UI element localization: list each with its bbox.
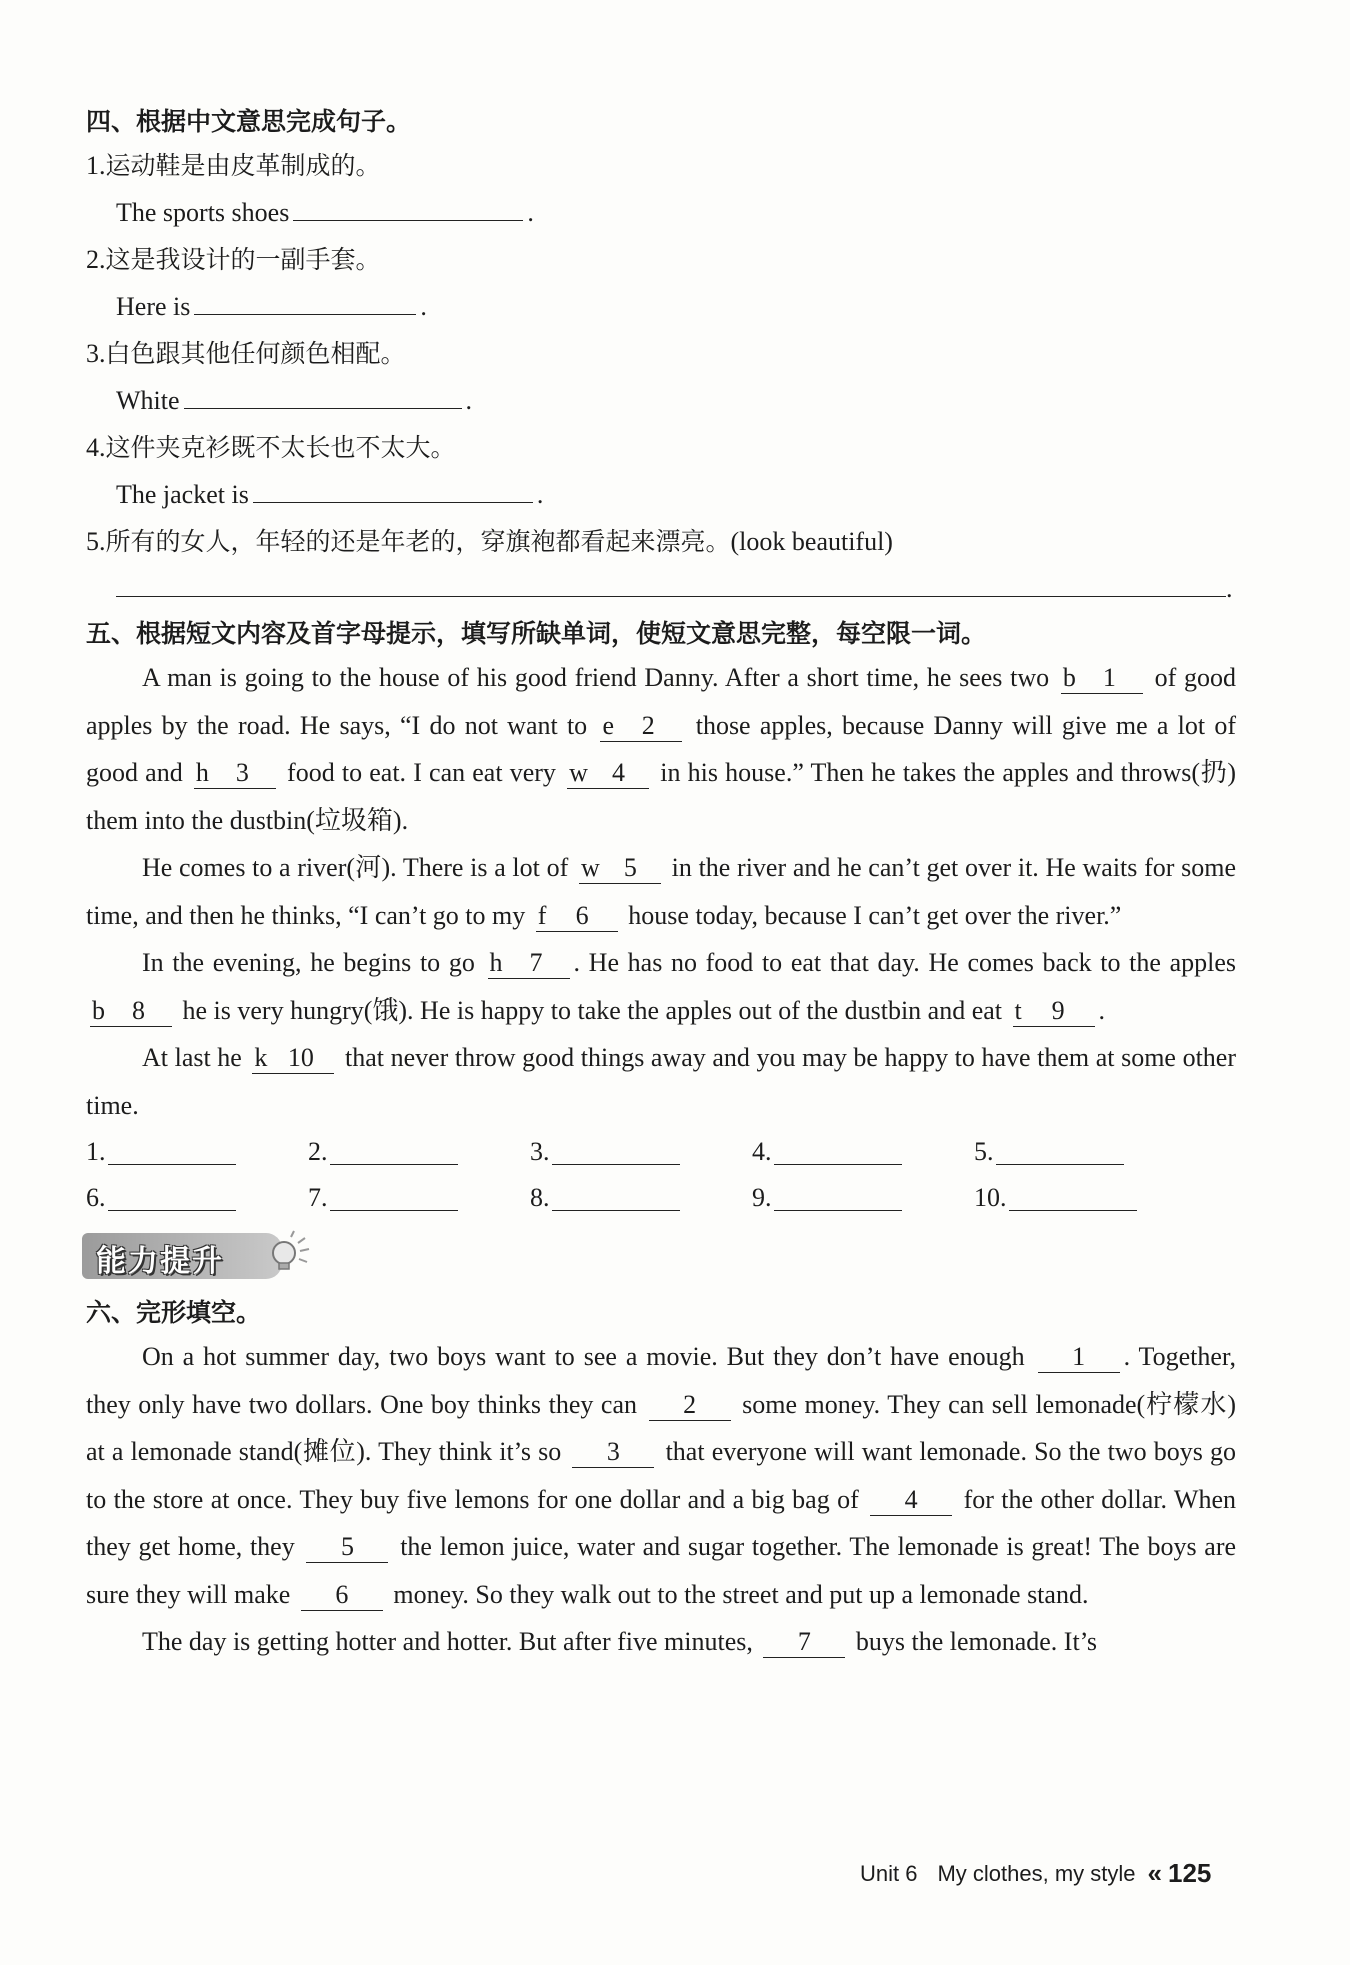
answer-blank[interactable] — [774, 1136, 902, 1165]
gap-7[interactable]: h 7 — [488, 948, 570, 979]
s4-item-1-cn: 1.运动鞋是由皮革制成的。 — [86, 151, 381, 180]
footer-title: My clothes, my style — [937, 1860, 1136, 1886]
cloze-gap-2[interactable]: 2 — [649, 1390, 731, 1421]
cloze-gap-3[interactable]: 3 — [572, 1437, 654, 1468]
s4-item-1-en: The sports shoes . — [86, 189, 1236, 236]
s5-paragraph-4: At last he k 10 that never throw good things away and you may be happy to have them at some other time. — [86, 1043, 1236, 1120]
page-footer — [860, 1858, 1211, 1889]
gap-6[interactable]: f 6 — [536, 901, 618, 932]
gap-1[interactable]: b 1 — [1061, 663, 1143, 694]
cloze-gap-1[interactable]: 1 — [1038, 1342, 1120, 1373]
s5-paragraph-2: He comes to a river(河). There is a lot of w 5 in the river and he can’t get over it. He waits for some time, and then he thinks, “I can’t go to my f 6 house today, because I can’t get over the river.” — [86, 853, 1237, 930]
answer-cell: 10. — [974, 1175, 1196, 1221]
answer-blank[interactable] — [996, 1136, 1124, 1165]
answer-cell: 3. — [530, 1129, 752, 1175]
s6-paragraph-1: On a hot summer day, two boys want to see a movie. But they don’t have enough 1 . Together, they only have two dollars. One boy thinks they can 2 some money. They can sell lemonade(柠檬水) at a lemonade stand(摊位). They think it’s so 3 that everyone will want lemonade. So the two boys go to the store at once. They buy five lemons for one dollar and a big bag of 4 for the other dollar. When they get home, they 5 the lemon juice, water and sugar together. The lemonade is great! The boys are sure they will make 6 money. So they walk out to the street and put up a lemonade stand. — [86, 1342, 1237, 1609]
cloze-gap-4[interactable]: 4 — [870, 1485, 952, 1516]
answer-blank[interactable] — [116, 572, 1226, 597]
s4-item-5-line: . — [86, 565, 1236, 612]
cloze-gap-6[interactable]: 6 — [301, 1580, 383, 1611]
banner-label: 能力提升 — [96, 1244, 224, 1279]
answer-blank[interactable] — [330, 1182, 458, 1211]
answer-cell: 4. — [752, 1129, 974, 1175]
cloze-gap-5[interactable]: 5 — [306, 1532, 388, 1563]
answer-cell: 2. — [308, 1129, 530, 1175]
section-6 — [86, 1293, 1236, 1666]
gap-5[interactable]: w 5 — [579, 853, 661, 884]
answer-blank[interactable] — [108, 1136, 236, 1165]
answer-blank[interactable] — [253, 476, 533, 503]
answer-blank[interactable] — [194, 288, 416, 315]
section-6-title: 六、完形填空。 — [86, 1298, 262, 1327]
answer-cell: 5. — [974, 1129, 1196, 1175]
gap-9[interactable]: t 9 — [1013, 996, 1095, 1027]
gap-2[interactable]: e 2 — [600, 711, 682, 742]
page-content — [86, 102, 1236, 1666]
answer-cell: 9. — [752, 1175, 974, 1221]
s4-item-2-cn: 2.这是我设计的一副手套。 — [86, 245, 381, 274]
s4-item-4-cn: 4.这件夹克衫既不太长也不太大。 — [86, 433, 456, 462]
answer-cell: 7. — [308, 1175, 530, 1221]
answer-blank[interactable] — [330, 1136, 458, 1165]
s5-paragraph-1: A man is going to the house of his good friend Danny. After a short time, he sees two b 1 of good apples by the road. He says, “I do not want to e 2 those apples, because Danny will give me a lot of good and h 3 food to eat. I can eat very w 4 in his house.” Then he takes the apples and throws(扔) them into the dustbin(垃圾箱). — [86, 663, 1237, 835]
footer-unit: Unit 6 — [860, 1860, 918, 1886]
double-chevron-icon: « — [1147, 1858, 1162, 1888]
section-5 — [86, 614, 1236, 1221]
s4-item-2-en: Here is . — [86, 283, 1236, 330]
answer-cell: 8. — [530, 1175, 752, 1221]
answer-blank[interactable] — [1009, 1182, 1137, 1211]
s4-item-3-cn: 3.白色跟其他任何颜色相配。 — [86, 339, 406, 368]
s4-item-5-cn: 5.所有的女人，年轻的还是年老的，穿旗袍都看起来漂亮。(look beautiful) — [86, 527, 893, 556]
s5-paragraph-3: In the evening, he begins to go h 7 . He has no food to eat that day. He comes back to the apples b 8 he is very hungry(饿). He is happy to take the apples out of the dustbin and eat t 9 . — [92, 948, 1237, 1025]
answer-cell: 1. — [86, 1129, 308, 1175]
answer-cell: 6. — [86, 1175, 308, 1221]
answer-blank[interactable] — [552, 1182, 680, 1211]
section-5-title: 五、根据短文内容及首字母提示，填写所缺单词，使短文意思完整，每空限一词。 — [86, 619, 987, 648]
gap-10[interactable]: k 10 — [252, 1043, 334, 1074]
s4-item-3-en: White . — [86, 377, 1236, 424]
answer-row-1 — [86, 1129, 1236, 1175]
gap-4[interactable]: w 4 — [567, 758, 649, 789]
answer-blank[interactable] — [552, 1136, 680, 1165]
cloze-gap-7[interactable]: 7 — [763, 1627, 845, 1658]
answer-blank[interactable] — [108, 1182, 236, 1211]
page-number: 125 — [1168, 1858, 1212, 1888]
answer-blank[interactable] — [774, 1182, 902, 1211]
gap-3[interactable]: h 3 — [194, 758, 276, 789]
s6-paragraph-2: The day is getting hotter and hotter. But after five minutes, 7 buys the lemonade. It’s — [142, 1627, 1098, 1656]
lightbulb-icon — [262, 1229, 312, 1279]
answer-row-2 — [86, 1175, 1236, 1221]
ability-banner — [82, 1227, 1236, 1291]
answer-blank[interactable] — [184, 382, 462, 409]
section-4 — [86, 102, 1236, 612]
answer-blank[interactable] — [293, 194, 523, 221]
s4-item-4-en: The jacket is . — [86, 471, 1236, 518]
gap-8[interactable]: b 8 — [90, 996, 172, 1027]
section-4-title: 四、根据中文意思完成句子。 — [86, 107, 412, 136]
